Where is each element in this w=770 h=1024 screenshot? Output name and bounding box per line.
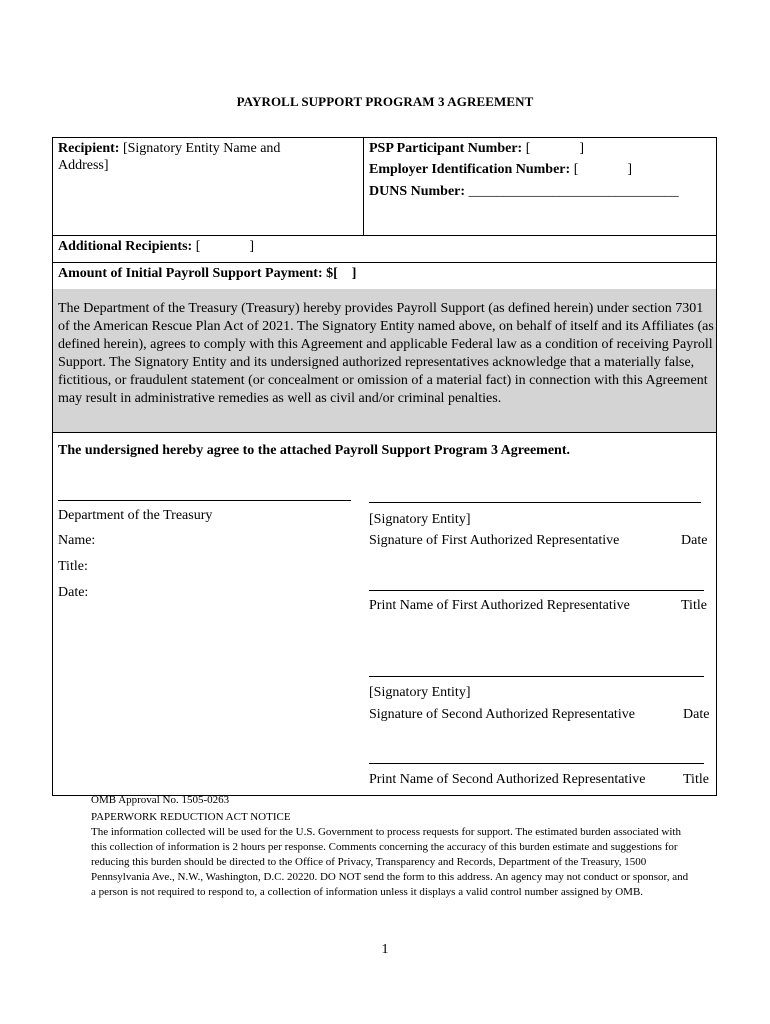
statement-paragraph: The Department of the Treasury (Treasury) hereby provides Payroll Support (as defined herein) under section 7301 of the American Rescue Plan Act of 2021. The Signatory Entity named above, on behalf of itself and its Affiliates (as defined herein), agrees to comply with this Agreement and applicable Federal law as a condition of receiving Payroll Support. The Signatory Entity and its undersigned authorized representatives acknowledge that a materially false, fictitious, or fraudulent statement (or concealment or omission of a material fact) in connection with this Agreement may result in administrative remedies as well as civil and/or criminal penalties. [58, 301, 714, 406]
additional-recipients-label: Additional Recipients: [58, 239, 193, 254]
divider-4 [53, 432, 716, 433]
recipient-value[interactable]: [Signatory Entity Name and [119, 141, 281, 156]
recipient-line2[interactable]: Address] [58, 158, 109, 173]
duns-label: DUNS Number: [369, 184, 466, 199]
initial-payment-field[interactable]: : $[ ] [317, 266, 357, 281]
first-print-name-label: Print Name of First Authorized Representative [369, 598, 630, 613]
first-signatory-entity: [Signatory Entity] [369, 512, 471, 527]
initial-payment [58, 264, 356, 284]
duns-field[interactable]: ______________________________ [465, 184, 679, 199]
psp-participant-label: PSP Participant Number: [369, 141, 523, 156]
paperwork-notice-body: The information collected will be used for the U.S. Government to process requests for support. The estimated burden associated with this collection of information is 2 hours per response. Comments concerning the accuracy of this burden estimate and suggestions for reducing this burden should be directed to the Office of Privacy, Transparency and Records, Department of the Treasury, 1500 Pennsylvania Ave., N.W., Washington, D.C. 20220. DO NOT send the form to this address. An agency may not conduct or sponsor, and a person is not required to respond to, a collection of information unless it displays a valid control number assigned by OMB. [91, 826, 689, 898]
top-divider [363, 138, 364, 235]
agreement-statement: The undersigned hereby agree to the attached Payroll Support Program 3 Agreement. [58, 443, 570, 458]
treasury-signature-line[interactable] [58, 500, 351, 501]
divider-1 [53, 235, 716, 236]
second-signature-label: Signature of Second Authorized Representative [369, 707, 635, 722]
second-signature-line[interactable] [369, 676, 704, 677]
first-date-label: Date [681, 533, 708, 548]
divider-2 [53, 262, 716, 263]
employer-identification-number [369, 160, 632, 180]
duns-number [369, 182, 679, 202]
treasury-title-label: Title: [58, 559, 88, 574]
second-print-name-label: Print Name of Second Authorized Representative [369, 772, 646, 787]
employer-id-label: Employer Identification Number: [369, 162, 571, 177]
treasury-entity: Department of the Treasury [58, 508, 213, 523]
paperwork-notice-title: PAPERWORK REDUCTION ACT NOTICE [91, 811, 291, 823]
psp-participant-field[interactable]: [ ] [522, 141, 585, 156]
page-number: 1 [381, 942, 389, 957]
psp-participant-number [369, 139, 584, 159]
treasury-date-label: Date: [58, 585, 89, 600]
recipient-label: Recipient: [58, 141, 120, 156]
employer-id-field[interactable]: [ ] [570, 162, 633, 177]
first-signature-label: Signature of First Authorized Representative [369, 533, 620, 548]
first-signature-line[interactable] [369, 502, 701, 503]
agreement-form [52, 137, 717, 796]
initial-payment-label: Amount of Initial Payroll Support Payment [58, 266, 318, 281]
second-signatory-entity: [Signatory Entity] [369, 685, 471, 700]
second-print-name-line[interactable] [369, 763, 704, 764]
omb-approval: OMB Approval No. 1505-0263 [91, 794, 230, 806]
additional-recipients [58, 237, 254, 257]
document-title: PAYROLL SUPPORT PROGRAM 3 AGREEMENT [236, 94, 534, 109]
treasury-name-label: Name: [58, 533, 96, 548]
second-date-label: Date [683, 707, 710, 722]
first-print-name-line[interactable] [369, 590, 704, 591]
second-title-label: Title [683, 772, 709, 787]
first-title-label: Title [681, 598, 707, 613]
additional-recipients-field[interactable]: [ ] [192, 239, 255, 254]
